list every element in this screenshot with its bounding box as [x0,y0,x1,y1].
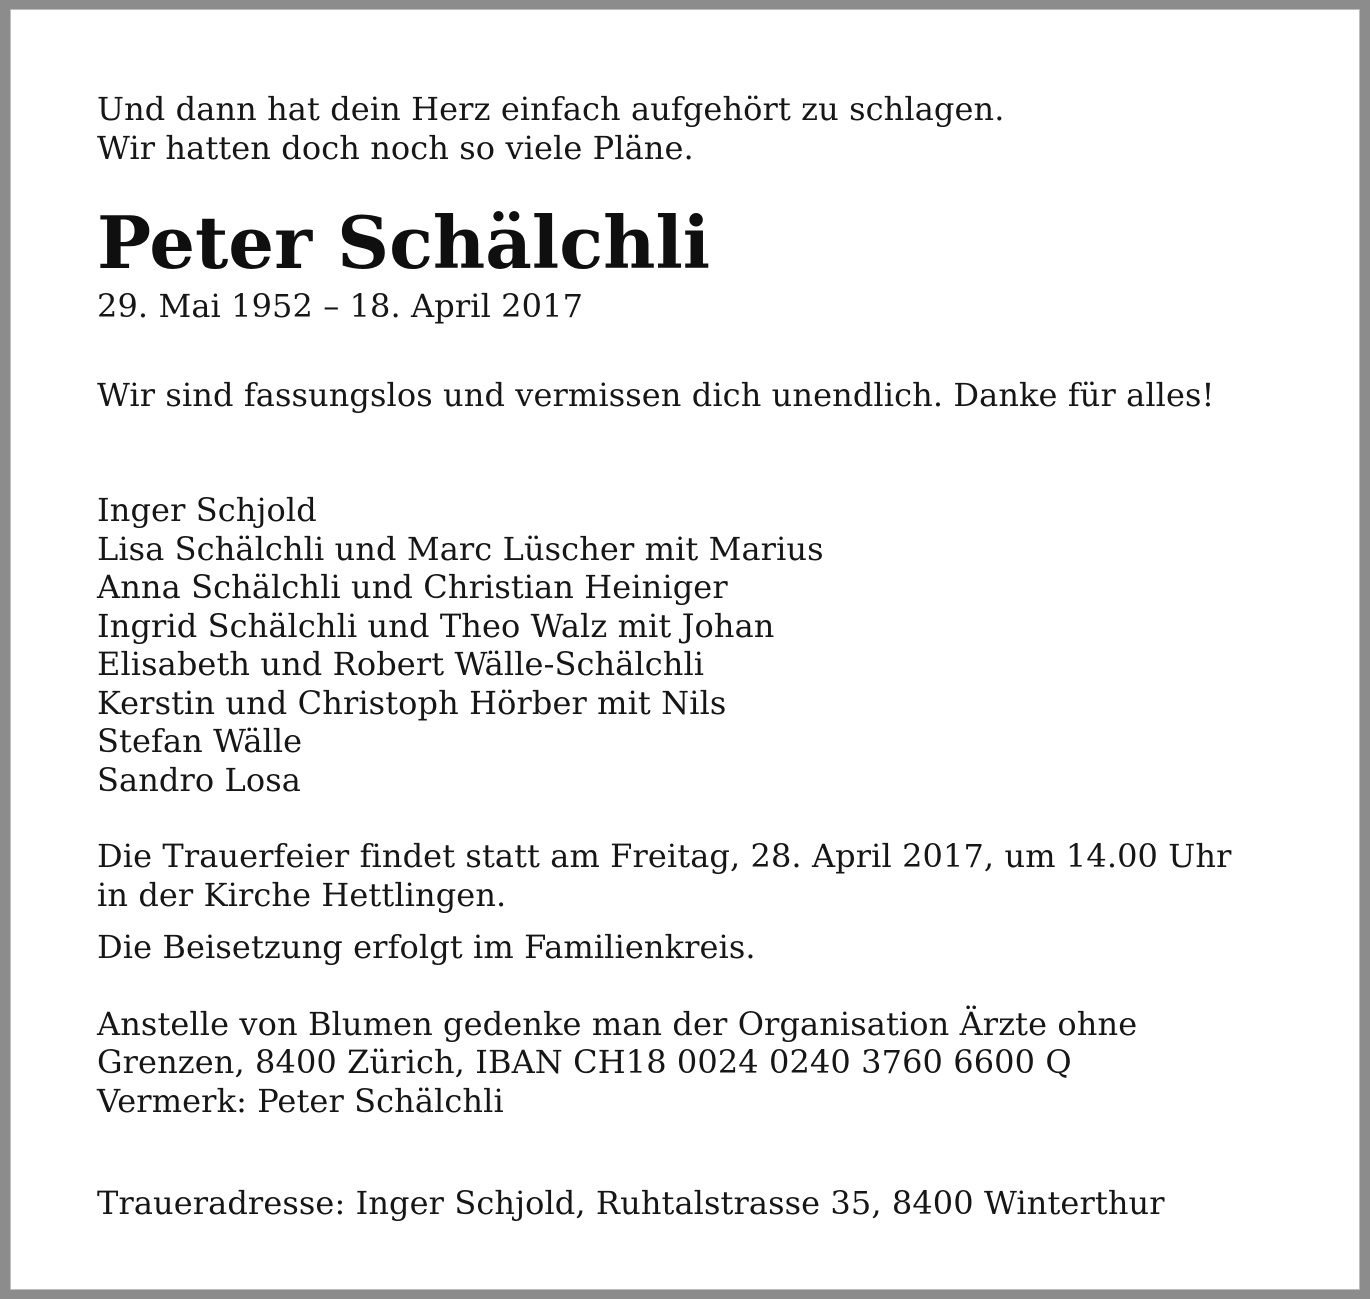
quote-line: Wir hatten doch noch so viele Pläne. [97,128,694,167]
service-line: Die Trauerfeier findet statt am Freitag, 28. April 2017, um 14.00 Uhr [97,837,1232,875]
farewell-message: Wir sind fassungslos und vermissen dich unendlich. Danke für alles! [97,375,1215,414]
family-member: Stefan Wälle [97,722,303,760]
funeral-service-info [97,837,1297,914]
life-dates: 29. Mai 1952 – 18. April 2017 [97,287,584,325]
family-member: Anna Schälchli und Christian Heiniger [97,568,728,606]
mourning-address: Traueradresse: Inger Schjold, Ruhtalstrasse 35, 8400 Winterthur [97,1184,1165,1222]
service-line: in der Kirche Hettlingen. [97,875,507,914]
quote-line: Und dann hat dein Herz einfach aufgehört zu schlagen. [97,90,1005,128]
family-member: Kerstin und Christoph Hörber mit Nils [97,683,727,722]
obituary-page [10,9,1360,1290]
opening-quote [97,90,1297,167]
burial-info: Die Beisetzung erfolgt im Familienkreis. [97,928,756,966]
family-member: Elisabeth und Robert Wälle-Schälchli [97,645,705,683]
donation-line: Anstelle von Blumen gedenke man der Organisation Ärzte ohne [97,1004,1138,1043]
deceased-name: Peter Schälchli [97,200,711,285]
donation-line: Vermerk: Peter Schälchli [97,1081,504,1120]
family-member: Inger Schjold [97,491,317,529]
family-member: Lisa Schälchli und Marc Lüscher mit Marius [97,529,824,568]
family-list [97,491,1297,799]
donation-line: Grenzen, 8400 Zürich, IBAN CH18 0024 0240 3760 6600 Q [97,1043,1072,1081]
family-member: Ingrid Schälchli und Theo Walz mit Johan [97,606,775,645]
obituary-content [97,90,1297,1223]
donation-info [97,1005,1297,1121]
family-member: Sandro Losa [97,760,301,799]
